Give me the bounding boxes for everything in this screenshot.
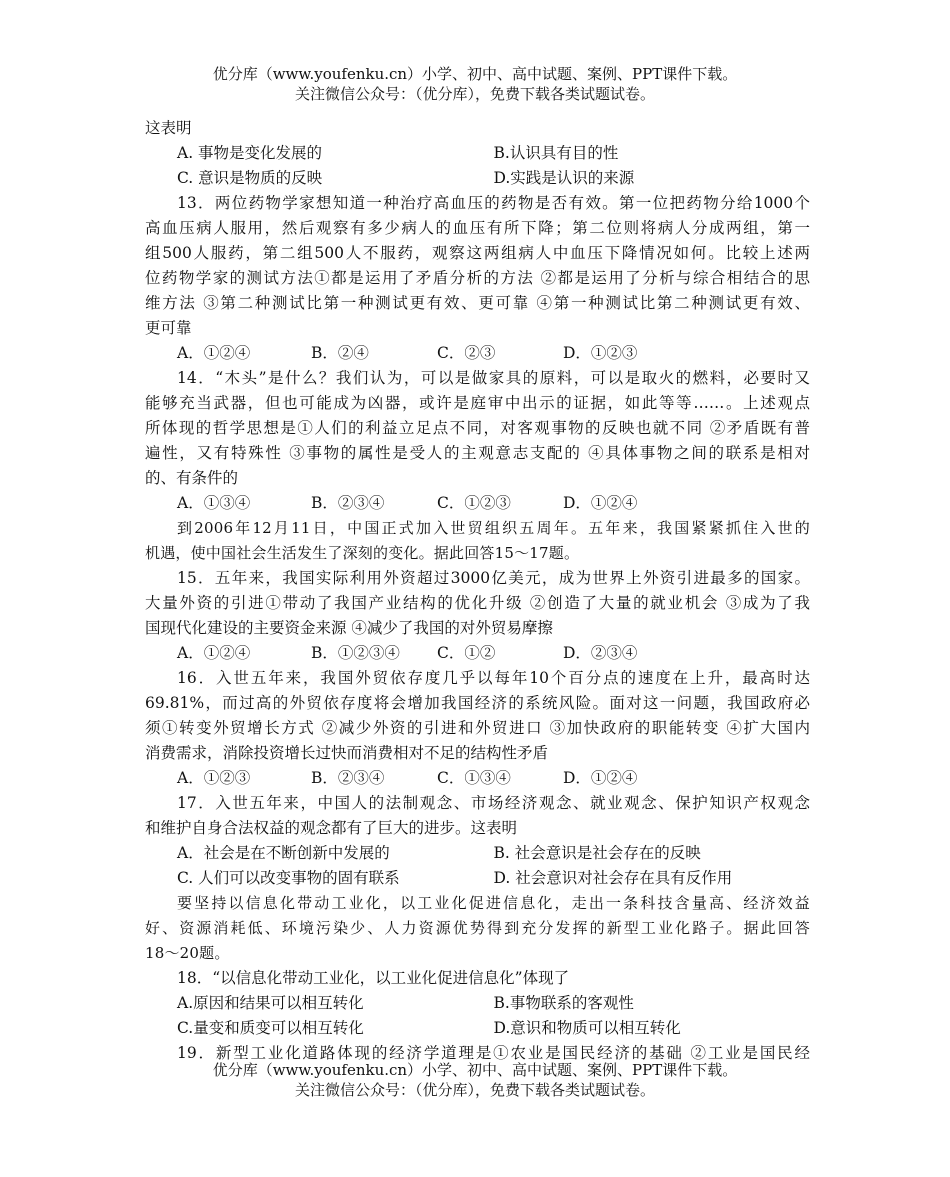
- header-line-1: 优分库（www.youfenku.cn）小学、初中、高中试题、案例、PPT课件下载。: [212, 65, 738, 83]
- q18-option-b: B.事物联系的客观性: [493, 994, 634, 1012]
- q15-line-3: 国现代化建设的主要资金来源 ④减少了我国的对外贸易摩擦: [145, 619, 553, 637]
- q15-option-b: B．①②③④: [311, 644, 400, 662]
- q16-options: [145, 766, 810, 791]
- q14-line-3: 所体现的哲学思想是①人们的利益立足点不同，对客观事物的反映也就不同 ②矛盾既有普: [145, 419, 810, 437]
- q14-option-d: D．①②④: [563, 494, 638, 512]
- q17-option-b: B. 社会意识是社会存在的反映: [493, 844, 701, 862]
- q12-tail: 这表明: [145, 119, 192, 137]
- q15-option-d: D．②③④: [563, 644, 638, 662]
- q18-option-d: D.意识和物质可以相互转化: [493, 1019, 681, 1037]
- stem18-line-2: 好、资源消耗低、环境污染少、人力资源优势得到充分发挥的新型工业化路子。据此回答: [145, 919, 810, 937]
- stem15-line-1: 到2006年12月11日，中国正式加入世贸组织五周年。五年来，我国紧紧抓住入世的: [177, 519, 810, 537]
- q16-line-2: 69.81%，而过高的外贸依存度将会增加我国经济的系统风险。面对这一问题，我国政府必: [145, 694, 810, 712]
- q15-line-1: 15．五年来，我国实际利用外资超过3000亿美元，成为世界上外资引进最多的国家。: [177, 569, 810, 587]
- q15-option-c: C．①②: [437, 644, 496, 662]
- q16-option-d: D．①②④: [563, 769, 638, 787]
- q16-line-4: 消费需求，消除投资增长过快而消费相对不足的结构性矛盾: [145, 744, 549, 762]
- q13-option-b: B．②④: [311, 344, 369, 362]
- q16-option-a: A．①②③: [177, 769, 251, 787]
- stem18-line-3: 18～20题。: [145, 944, 230, 962]
- q17-options-row-1: [145, 841, 810, 866]
- footer-line-1: 优分库（www.youfenku.cn）小学、初中、高中试题、案例、PPT课件下载。: [212, 1061, 738, 1079]
- q13-option-d: D．①②③: [563, 344, 638, 362]
- stem15-line-2: 机遇，使中国社会生活发生了深刻的变化。据此回答15～17题。: [145, 544, 580, 562]
- q15-options: [145, 641, 810, 666]
- q19-line: 19．新型工业化道路体现的经济学道理是①农业是国民经济的基础 ②工业是国民经: [177, 1044, 810, 1062]
- q13-line-2: 高血压病人服用，然后观察有多少病人的血压有所下降；第二位则将病人分成两组，第一: [145, 219, 810, 237]
- q17-line-1: 17．入世五年来，中国人的法制观念、市场经济观念、就业观念、保护知识产权观念: [177, 794, 810, 812]
- q18-options-row-1: [145, 991, 810, 1016]
- q14-line-5: 的、有条件的: [145, 469, 239, 487]
- footer-line-2: 关注微信公众号：（优分库），免费下载各类试题试卷。: [294, 1081, 655, 1099]
- q14-options: [145, 491, 810, 516]
- q14-line-4: 遍性，又有特殊性 ③事物的属性是受人的主观意志支配的 ④具体事物之间的联系是相对: [145, 444, 810, 462]
- q18-line: 18．“以信息化带动工业化，以工业化促进信息化”体现了: [177, 969, 570, 987]
- q13-line-6: 更可靠: [145, 319, 192, 337]
- q14-option-b: B．②③④: [311, 494, 385, 512]
- q16-line-1: 16．入世五年来，我国外贸依存度几乎以每年10个百分点的速度在上升，最高时达: [177, 669, 810, 687]
- q17-option-d: D. 社会意识对社会存在具有反作用: [493, 869, 733, 887]
- q13-option-c: C．②③: [437, 344, 496, 362]
- q17-line-2: 和维护自身合法权益的观念都有了巨大的进步。这表明: [145, 819, 518, 837]
- q14-option-c: C．①②③: [437, 494, 511, 512]
- q16-line-3: 须①转变外贸增长方式 ②减少外资的引进和外贸进口 ③加快政府的职能转变 ④扩大国内: [145, 719, 810, 737]
- q16-option-b: B．②③④: [311, 769, 385, 787]
- q17-option-c: C. 人们可以改变事物的固有联系: [177, 869, 400, 887]
- q15-option-a: A．①②④: [177, 644, 251, 662]
- q15-line-2: 大量外资的引进①带动了我国产业结构的优化升级 ②创造了大量的就业机会 ③成为了我: [145, 594, 810, 612]
- q17-options-row-2: [145, 866, 810, 891]
- q12-options-row-1: [145, 141, 810, 166]
- q17-option-a: A．社会是在不断创新中发展的: [177, 844, 390, 862]
- q13-line-3: 组500人服药，第二组500人不服药，观察这两组病人中血压下降情况如何。比较上述两: [145, 244, 810, 262]
- q12-option-b: B.认识具有目的性: [493, 144, 619, 162]
- header-line-2: 关注微信公众号：（优分库），免费下载各类试题试卷。: [294, 85, 655, 103]
- q13-line-1: 13．两位药物学家想知道一种治疗高血压的药物是否有效。第一位把药物分给1000个: [177, 194, 810, 212]
- q12-options-row-2: [145, 166, 810, 191]
- q13-line-5: 维方法 ③第二种测试比第一种测试更有效、更可靠 ④第一种测试比第二种测试更有效、: [145, 294, 810, 312]
- q14-line-1: 14．“木头”是什么？我们认为，可以是做家具的原料，可以是取火的燃料，必要时又: [177, 369, 810, 387]
- q18-option-a: A.原因和结果可以相互转化: [177, 994, 364, 1012]
- q13-line-4: 位药物学家的测试方法①都是运用了矛盾分析的方法 ②都是运用了分析与综合相结合的思: [145, 269, 810, 287]
- document-body: [145, 116, 810, 1066]
- q12-option-a: A. 事物是变化发展的: [177, 144, 323, 162]
- q13-options: [145, 341, 810, 366]
- q18-options-row-2: [145, 1016, 810, 1041]
- q12-option-c: C. 意识是物质的反映: [177, 169, 323, 187]
- q16-option-c: C．①③④: [437, 769, 511, 787]
- stem18-line-1: 要坚持以信息化带动工业化，以工业化促进信息化，走出一条科技含量高、经济效益: [177, 894, 810, 912]
- q14-line-2: 能够充当武器，但也可能成为凶器，或许是庭审中出示的证据，如此等等……。上述观点: [145, 394, 810, 412]
- q18-option-c: C.量变和质变可以相互转化: [177, 1019, 364, 1037]
- q14-option-a: A．①③④: [177, 494, 251, 512]
- q13-option-a: A．①②④: [177, 344, 251, 362]
- q12-option-d: D.实践是认识的来源: [493, 169, 635, 187]
